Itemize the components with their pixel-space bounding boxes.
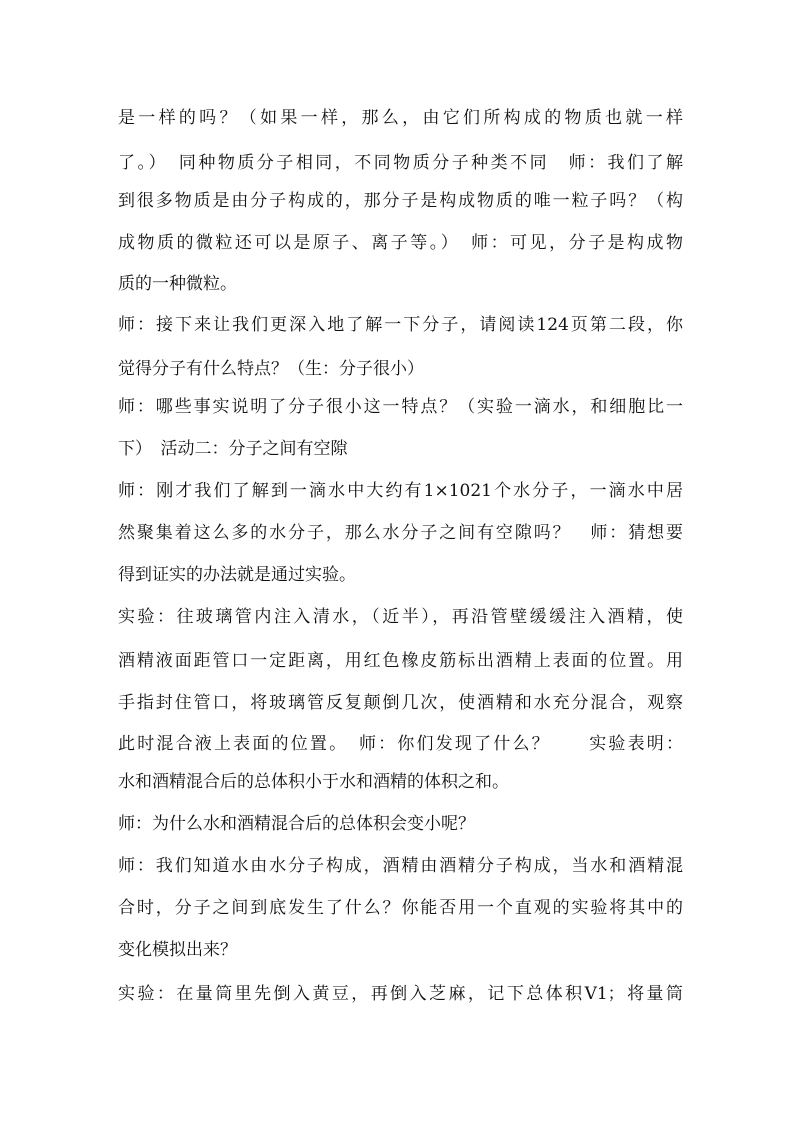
text-line: 实验：往玻璃管内注入清水，（近半），再沿管壁缓缓注入酒精，使 xyxy=(118,607,683,627)
text-line: 师：接下来让我们更深入地了解一下分子，请阅读124页第二段，你 xyxy=(118,315,683,335)
text-line: 水和酒精混合后的总体积小于水和酒精的体积之和。 xyxy=(118,772,509,792)
text-line: 此时混合液上表面的位置。 师：你们发现了什么？ 实验表明： xyxy=(118,734,683,754)
text-line: 师：哪些事实说明了分子很小这一特点？（实验一滴水，和细胞比一 xyxy=(118,397,683,417)
text-line: 然聚集着这么多的水分子，那么水分子之间有空隙吗？ 师：猜想要 xyxy=(118,523,683,543)
text-line: 变化模拟出来？ xyxy=(118,940,237,960)
text-line: 得到证实的办法就是通过实验。 xyxy=(118,565,356,585)
text-line: 到很多物质是由分子构成的，那分子是构成物质的唯一粒子吗？（构 xyxy=(118,191,683,211)
text-line: 觉得分子有什么特点？（生：分子很小） xyxy=(118,359,424,379)
text-line: 师：刚才我们了解到一滴水中大约有1×1021个水分子，一滴水中居 xyxy=(118,481,683,501)
text-line: 了。） 同种物质分子相同，不同物质分子种类不同 师：我们了解 xyxy=(118,153,683,173)
text-line: 手指封住管口，将玻璃管反复颠倒几次，使酒精和水充分混合，观察 xyxy=(118,693,683,713)
text-line: 是一样的吗？（如果一样，那么，由它们所构成的物质也就一样 xyxy=(118,108,683,128)
text-line: 成物质的微粒还可以是原子、离子等。） 师：可见，分子是构成物 xyxy=(118,233,683,253)
text-line: 实验：在量筒里先倒入黄豆，再倒入芝麻，记下总体积V1；将量筒 xyxy=(118,984,683,1004)
text-line: 师：我们知道水由水分子构成，酒精由酒精分子构成，当水和酒精混 xyxy=(118,856,683,876)
text-line: 酒精液面距管口一定距离，用红色橡皮筋标出酒精上表面的位置。用 xyxy=(118,651,683,671)
text-line: 下） 活动二：分子之间有空隙 xyxy=(118,439,348,459)
text-line: 合时，分子之间到底发生了什么？你能否用一个直观的实验将其中的 xyxy=(118,898,683,918)
text-line: 师：为什么水和酒精混合后的总体积会变小呢？ xyxy=(118,814,475,834)
text-line: 质的一种微粒。 xyxy=(118,274,237,294)
